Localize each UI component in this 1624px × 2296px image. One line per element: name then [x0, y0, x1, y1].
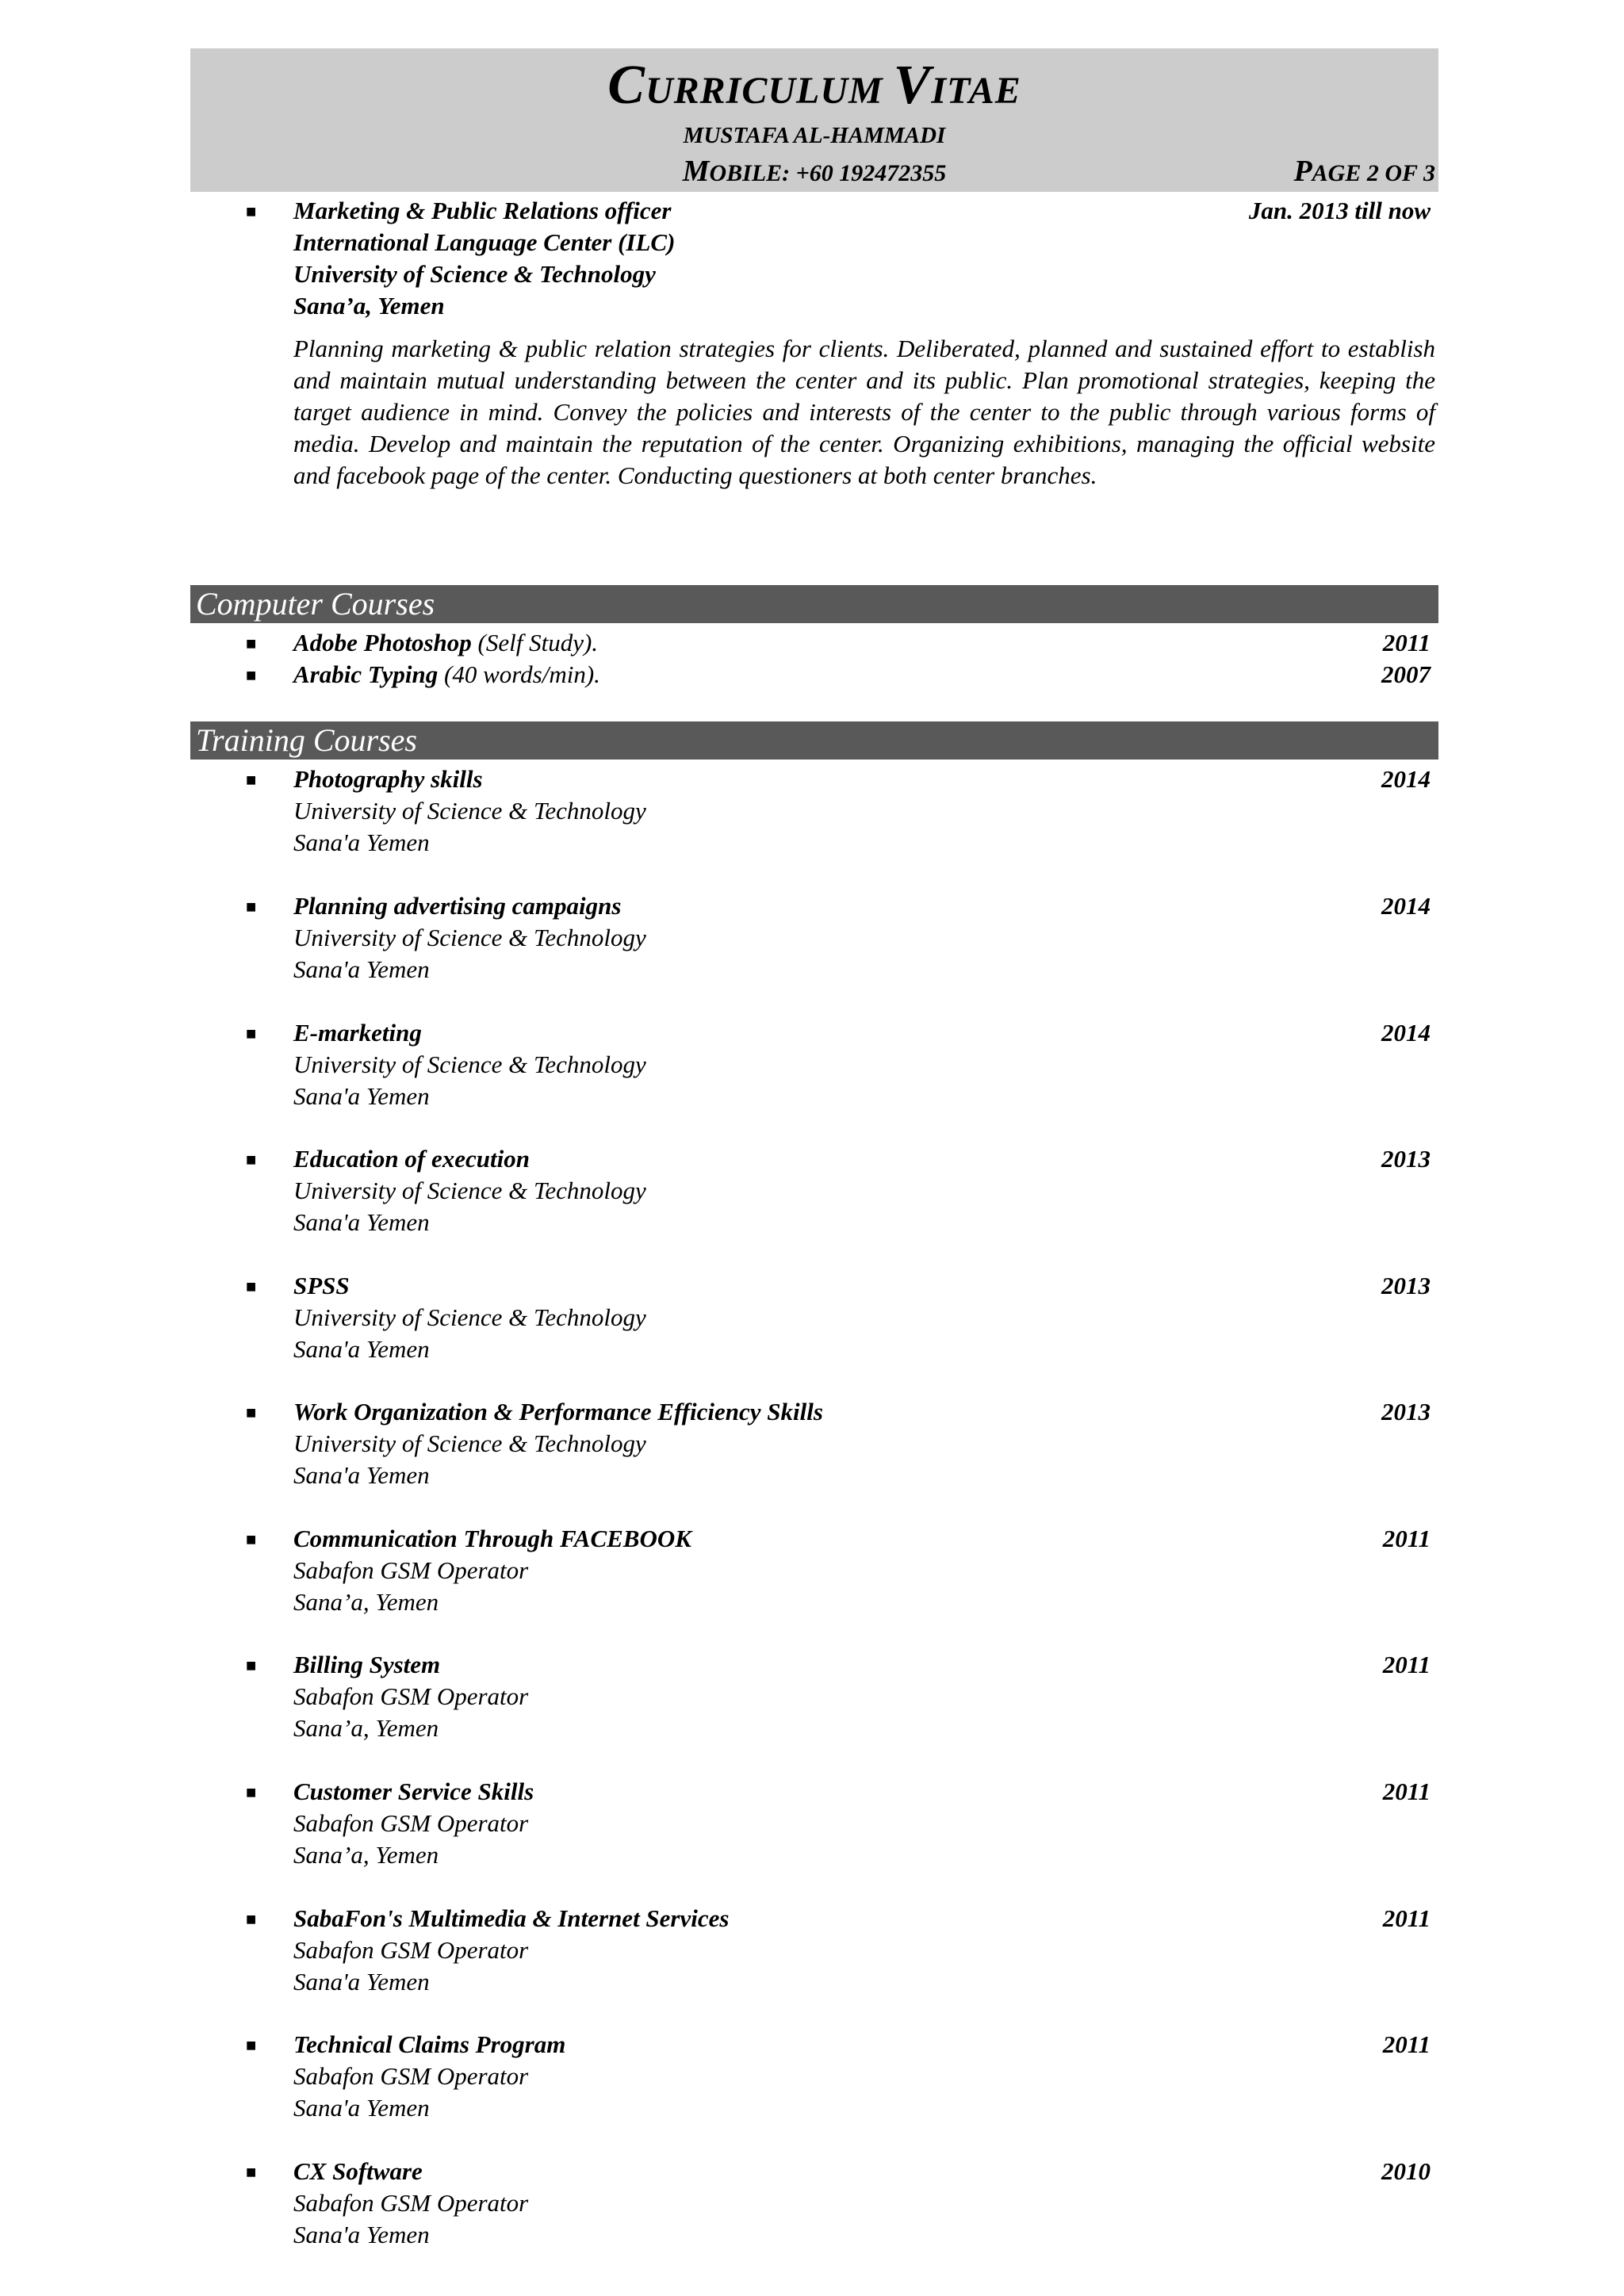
cv-title: [190, 55, 1438, 116]
bullet-icon: ■: [246, 1150, 257, 1169]
job-title: Marketing & Public Relations officer: [293, 197, 672, 224]
bullet-icon: ■: [246, 897, 257, 916]
title-part-1: URRICULUM: [645, 70, 894, 112]
course-note: (40 words/min).: [438, 660, 600, 688]
training-title: Customer Service Skills: [293, 1777, 534, 1805]
job-description: Planning marketing & public relation strategies for clients. Deliberated, planned and sustained effort to establish and maintain mutual understanding between the center and its public. Plan promotional strategies, keeping the target audience in mind. Convey the policies and interests of the center to the public through various forms of media. Develop and maintain the reputation of the center. Organizing exhibitions, managing the official website and facebook page of the center. Conducting questioners at both center branches.: [293, 335, 1435, 489]
training-location: Sana'a Yemen: [293, 2221, 430, 2248]
course-name: Adobe Photoshop: [293, 629, 472, 656]
training-location: Sana'a Yemen: [293, 2094, 430, 2122]
training-org: Sabafon GSM Operator: [293, 2189, 529, 2217]
training-location: Sana'a Yemen: [293, 828, 430, 856]
training-org: University of Science & Technology: [293, 1177, 646, 1204]
bullet-icon: ■: [246, 2162, 257, 2182]
bullet-icon: ■: [246, 1909, 257, 1929]
job-date: Jan. 2013 till now: [1248, 197, 1431, 224]
bullet-icon: ■: [246, 2035, 257, 2055]
bullet-icon: ■: [246, 665, 257, 685]
job-location: Sana’a, Yemen: [293, 292, 445, 320]
mobile-initial: M: [682, 155, 710, 188]
bullet-icon: ■: [246, 1402, 257, 1422]
training-title: Work Organization & Performance Efficiency Skills: [293, 1398, 823, 1425]
training-title: Billing System: [293, 1651, 441, 1678]
bullet-icon: ■: [246, 1655, 257, 1675]
training-title: SabaFon's Multimedia & Internet Services: [293, 1904, 730, 1932]
section-heading-training-courses: Training Courses: [190, 721, 1438, 760]
training-org: Sabafon GSM Operator: [293, 1556, 529, 1584]
training-title: Technical Claims Program: [293, 2030, 566, 2058]
bullet-icon: ■: [246, 1529, 257, 1549]
training-location: Sana'a Yemen: [293, 955, 430, 983]
mobile-text: OBILE: +60 192472355: [709, 160, 947, 186]
training-year: 2010: [1381, 2157, 1431, 2185]
training-year: 2014: [1381, 892, 1431, 920]
computer-course-title: [293, 659, 600, 691]
cv-name: MUSTAFA AL-HAMMADI: [683, 123, 946, 148]
job-university: University of Science & Technology: [293, 260, 656, 288]
training-year: 2011: [1382, 1777, 1431, 1805]
bullet-icon: ■: [246, 633, 257, 653]
training-location: Sana’a, Yemen: [293, 1714, 439, 1742]
bullet-icon: ■: [246, 201, 257, 221]
training-year: 2011: [1382, 1904, 1431, 1932]
training-org: Sabafon GSM Operator: [293, 1936, 529, 1964]
bullet-icon: ■: [246, 1024, 257, 1043]
training-title: Communication Through FACEBOOK: [293, 1525, 691, 1552]
cv-header: [190, 48, 1438, 192]
page-initial: P: [1293, 155, 1312, 188]
training-location: Sana'a Yemen: [293, 1335, 430, 1363]
course-note: (Self Study).: [471, 629, 599, 656]
bullet-icon: ■: [246, 1782, 257, 1802]
training-year: 2013: [1381, 1398, 1431, 1425]
training-title: E-marketing: [293, 1019, 422, 1047]
training-location: Sana'a Yemen: [293, 1461, 430, 1489]
training-org: Sabafon GSM Operator: [293, 1682, 529, 1710]
training-location: Sana'a Yemen: [293, 1082, 430, 1110]
training-year: 2011: [1382, 1525, 1431, 1552]
training-location: Sana’a, Yemen: [293, 1841, 439, 1869]
title-initial-v: V: [893, 55, 932, 116]
training-org: University of Science & Technology: [293, 924, 646, 951]
page-text: AGE 2 OF 3: [1312, 160, 1435, 186]
training-year: 2014: [1381, 1019, 1431, 1047]
training-org: University of Science & Technology: [293, 797, 646, 825]
training-org: University of Science & Technology: [293, 1429, 646, 1457]
title-part-2: ITAE: [931, 70, 1021, 112]
course-year: 2007: [1381, 660, 1431, 688]
training-org: University of Science & Technology: [293, 1050, 646, 1078]
training-year: 2011: [1382, 2030, 1431, 2058]
training-title: Planning advertising campaigns: [293, 892, 622, 920]
training-location: Sana'a Yemen: [293, 1968, 430, 1996]
training-org: Sabafon GSM Operator: [293, 2062, 529, 2090]
training-org: Sabafon GSM Operator: [293, 1809, 529, 1837]
training-title: SPSS: [293, 1272, 350, 1299]
training-year: 2013: [1381, 1145, 1431, 1173]
training-title: CX Software: [293, 2157, 423, 2185]
bullet-icon: ■: [246, 770, 257, 790]
computer-course-title: [293, 627, 598, 659]
training-location: Sana’a, Yemen: [293, 1588, 439, 1616]
training-year: 2011: [1382, 1651, 1431, 1678]
page-indicator: [1293, 156, 1435, 186]
course-year: 2011: [1382, 629, 1431, 656]
training-location: Sana'a Yemen: [293, 1208, 430, 1236]
job-org: International Language Center (ILC): [293, 228, 676, 256]
section-heading-computer-courses: Computer Courses: [190, 585, 1438, 623]
training-year: 2014: [1381, 765, 1431, 793]
bullet-icon: ■: [246, 1276, 257, 1296]
title-initial-c: C: [607, 55, 645, 116]
cv-mobile: [190, 156, 1438, 186]
training-title: Photography skills: [293, 765, 483, 793]
course-name: Arabic Typing: [293, 660, 439, 688]
training-org: University of Science & Technology: [293, 1303, 646, 1331]
training-year: 2013: [1381, 1272, 1431, 1299]
training-title: Education of execution: [293, 1145, 530, 1173]
